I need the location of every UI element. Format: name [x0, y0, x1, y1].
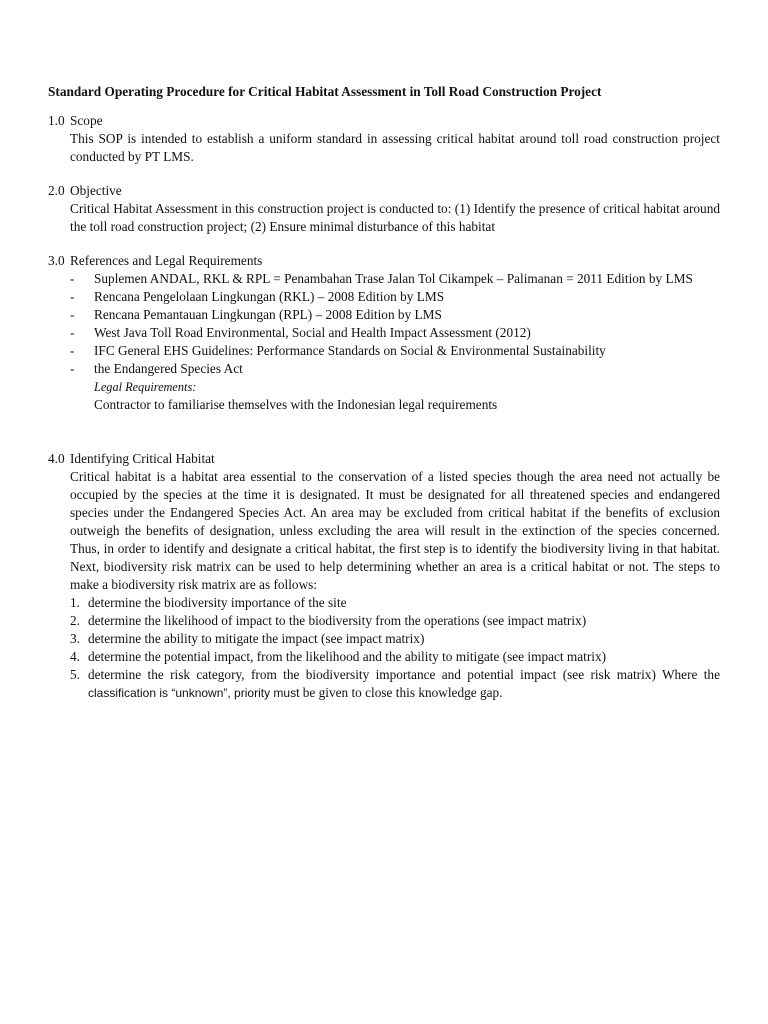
section-number: 4.0	[48, 451, 65, 466]
list-item: - Rencana Pemantauan Lingkungan (RPL) – 2008 Edition by LMS	[70, 307, 442, 322]
step-number: 4.	[70, 649, 80, 664]
section-body: Critical Habitat Assessment in this construction project is conducted to: (1) Identify the presence of critical habitat around the toll road construction project; (2) Ensure minimal disturbance of this habitat	[70, 201, 720, 234]
section-heading	[48, 182, 720, 200]
legal-requirements-body: Contractor to familiarise themselves with the Indonesian legal requirements	[94, 397, 498, 412]
section-title: Identifying Critical Habitat	[70, 451, 215, 466]
section-objective	[48, 182, 720, 236]
bullet-dash: -	[70, 325, 75, 340]
document-title: Standard Operating Procedure for Critical Habitat Assessment in Toll Road Construction Project	[48, 84, 602, 99]
list-item: - Rencana Pengelolaan Lingkungan (RKL) – 2008 Edition by LMS	[70, 289, 445, 304]
step-number: 1.	[70, 595, 80, 610]
bullet-dash: -	[70, 271, 75, 286]
bullet-dash: -	[70, 307, 75, 322]
bullet-dash: -	[70, 361, 75, 376]
section-number: 1.0	[48, 113, 65, 128]
step-number: 2.	[70, 613, 80, 628]
section-body	[70, 468, 720, 702]
section-identifying-critical-habitat	[48, 450, 720, 702]
section-heading	[48, 450, 720, 468]
bullet-dash: -	[70, 289, 75, 304]
list-item	[70, 666, 720, 702]
list-item: - Suplemen ANDAL, RKL & RPL = Penambahan Trase Jalan Tol Cikampek – Palimanan = 2011 Edition by LMS	[70, 271, 693, 286]
list-item: - the Endangered Species Act	[70, 361, 243, 376]
section-heading	[48, 112, 720, 130]
bullet-dash: -	[70, 343, 75, 358]
section-title: Objective	[70, 183, 122, 198]
steps-list	[70, 594, 720, 702]
step-number: 5.	[70, 667, 80, 682]
section-title: References and Legal Requirements	[70, 253, 263, 268]
references-list	[70, 270, 720, 378]
list-item: 2. determine the likelihood of impact to the biodiversity from the operations (see impact matrix)	[70, 613, 587, 628]
step-text: determine the risk category, from the biodiversity importance and potential impact (see risk matrix) Where the classification is “unknown”, priority must be given to close this knowledge gap.	[88, 667, 720, 700]
list-item: 3. determine the ability to mitigate the impact (see impact matrix)	[70, 631, 425, 646]
section-heading	[48, 252, 720, 270]
list-item: - West Java Toll Road Environmental, Social and Health Impact Assessment (2012)	[70, 325, 531, 340]
legal-requirements-heading: Legal Requirements:	[94, 380, 197, 394]
section-title: Scope	[70, 113, 103, 128]
section-paragraph: Critical habitat is a habitat area essential to the conservation of a listed species though the area need not actually be occupied by the species at the time it is designated. It must be designated for all threatened species and endangered species under the Endangered Species Act. An area may be excluded from critical habitat if the benefits of exclusion outweigh the benefits of designation, unless excluding the area will result in the extinction of the species concerned. Thus, in order to identify and designate a critical habitat, the first step is to identify the biodiversity living in that habitat. Next, biodiversity risk matrix can be used to help determining whether an area is a critical habitat or not. The steps to make a biodiversity risk matrix are as follows:	[70, 469, 720, 592]
section-number: 3.0	[48, 253, 65, 268]
section-references	[48, 252, 720, 414]
section-number: 2.0	[48, 183, 65, 198]
section-scope	[48, 112, 720, 166]
list-item: - IFC General EHS Guidelines: Performance Standards on Social & Environmental Sustainability	[70, 343, 606, 358]
section-body: This SOP is intended to establish a uniform standard in assessing critical habitat around toll road construction project conducted by PT LMS.	[70, 131, 720, 164]
step-number: 3.	[70, 631, 80, 646]
list-item: 1. determine the biodiversity importance of the site	[70, 595, 347, 610]
list-item: 4. determine the potential impact, from the likelihood and the ability to mitigate (see impact matrix)	[70, 649, 607, 664]
